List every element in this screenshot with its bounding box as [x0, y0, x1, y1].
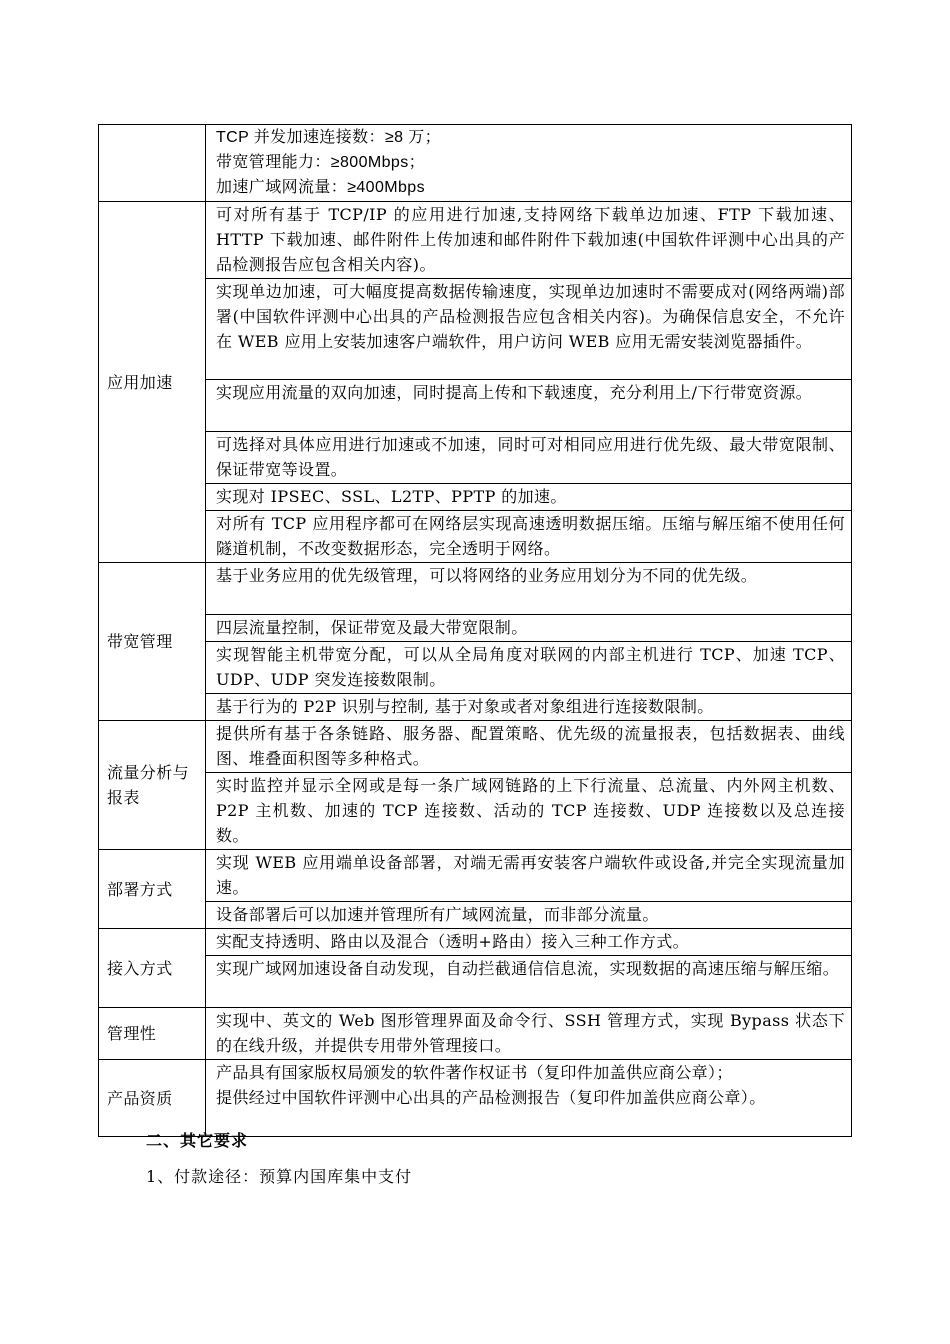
category-cell: 部署方式	[99, 850, 206, 929]
spec-cell: 实现应用流量的双向加速，同时提高上传和下载速度，充分利用上/下行带宽资源。	[206, 380, 852, 432]
section-title: 二、其它要求	[146, 1131, 249, 1150]
table-row	[99, 902, 852, 929]
spec-cell: 提供所有基于各条链路、服务器、配置策略、优先级的流量报表，包括数据表、曲线图、堆叠面积图等多种格式。	[206, 721, 852, 773]
table-row	[99, 484, 852, 511]
table-row	[99, 929, 852, 956]
category-cell: 流量分析与报表	[99, 721, 206, 850]
table-row	[99, 642, 852, 694]
spec-cell: 实现单边加速，可大幅度提高数据传输速度，实现单边加速时不需要成对(网络两端)部署(中国软件评测中心出具的产品检测报告应包含相关内容)。为确保信息安全，不允许在 WEB 应用上安装加速客户端软件，用户访问 WEB 应用无需安装浏览器插件。	[206, 279, 852, 380]
spec-cell: 实配支持透明、路由以及混合（透明+路由）接入三种工作方式。	[206, 929, 852, 956]
table-row	[99, 202, 852, 279]
category-cell: 接入方式	[99, 929, 206, 1008]
spec-cell: 实现 WEB 应用端单设备部署，对端无需再安装客户端软件或设备,并完全实现流量加速。	[206, 850, 852, 902]
spec-cell: 可对所有基于 TCP/IP 的应用进行加速,支持网络下载单边加速、FTP 下载加速、HTTP 下载加速、邮件附件上传加速和邮件附件下载加速(中国软件评测中心出具的产品检测报告应包含相关内容)。	[206, 202, 852, 279]
spec-cell	[206, 1060, 852, 1137]
spec-line: 产品具有国家版权局颁发的软件著作权证书（复印件加盖供应商公章）；	[216, 1063, 733, 1082]
table-row	[99, 773, 852, 850]
table-row	[99, 956, 852, 1008]
spec-cell	[206, 125, 852, 202]
table-row	[99, 511, 852, 563]
spec-cell: 设备部署后可以加速并管理所有广域网流量，而非部分流量。	[206, 902, 852, 929]
table-row	[99, 125, 852, 202]
table-row	[99, 279, 852, 380]
table-row	[99, 615, 852, 642]
spec-cell: 实现智能主机带宽分配，可以从全局角度对联网的内部主机进行 TCP、加速 TCP、UDP、UDP 突发连接数限制。	[206, 642, 852, 694]
table-row	[99, 1008, 852, 1060]
spec-cell: 基于业务应用的优先级管理，可以将网络的业务应用划分为不同的优先级。	[206, 563, 852, 615]
table-row	[99, 1060, 852, 1137]
spec-cell: 四层流量控制，保证带宽及最大带宽限制。	[206, 615, 852, 642]
spec-line: TCP 并发加速连接数：≥8 万；	[216, 129, 442, 146]
spec-line: 提供经过中国软件评测中心出具的产品检测报告（复印件加盖供应商公章）。	[216, 1088, 766, 1107]
category-cell: 带宽管理	[99, 563, 206, 721]
spec-table	[98, 124, 852, 1137]
spec-line: 带宽管理能力：≥800Mbps；	[216, 154, 426, 171]
table-row	[99, 850, 852, 902]
spec-cell: 实时监控并显示全网或是每一条广域网链路的上下行流量、总流量、内外网主机数、P2P 主机数、加速的 TCP 连接数、活动的 TCP 连接数、UDP 连接数以及总连接数。	[206, 773, 852, 850]
category-cell: 产品资质	[99, 1060, 206, 1137]
spec-cell: 对所有 TCP 应用程序都可在网络层实现高速透明数据压缩。压缩与解压缩不使用任何隧道机制，不改变数据形态，完全透明于网络。	[206, 511, 852, 563]
category-cell	[99, 125, 206, 202]
table-row	[99, 380, 852, 432]
table-row	[99, 563, 852, 615]
table-row	[99, 432, 852, 484]
paragraph: 1、付款途径：预算内国库集中支付	[146, 1167, 413, 1186]
category-cell: 管理性	[99, 1008, 206, 1060]
spec-line: 加速广域网流量：≥400Mbps	[216, 179, 426, 196]
spec-cell: 实现中、英文的 Web 图形管理界面及命令行、SSH 管理方式，实现 Bypass 状态下的在线升级，并提供专用带外管理接口。	[206, 1008, 852, 1060]
spec-cell: 实现对 IPSEC、SSL、L2TP、PPTP 的加速。	[206, 484, 852, 511]
spec-cell: 基于行为的 P2P 识别与控制, 基于对象或者对象组进行连接数限制。	[206, 694, 852, 721]
spec-cell: 实现广域网加速设备自动发现，自动拦截通信信息流，实现数据的高速压缩与解压缩。	[206, 956, 852, 1008]
category-cell: 应用加速	[99, 202, 206, 563]
table-row	[99, 694, 852, 721]
table-row	[99, 721, 852, 773]
spec-cell: 可选择对具体应用进行加速或不加速，同时可对相同应用进行优先级、最大带宽限制、保证带宽等设置。	[206, 432, 852, 484]
